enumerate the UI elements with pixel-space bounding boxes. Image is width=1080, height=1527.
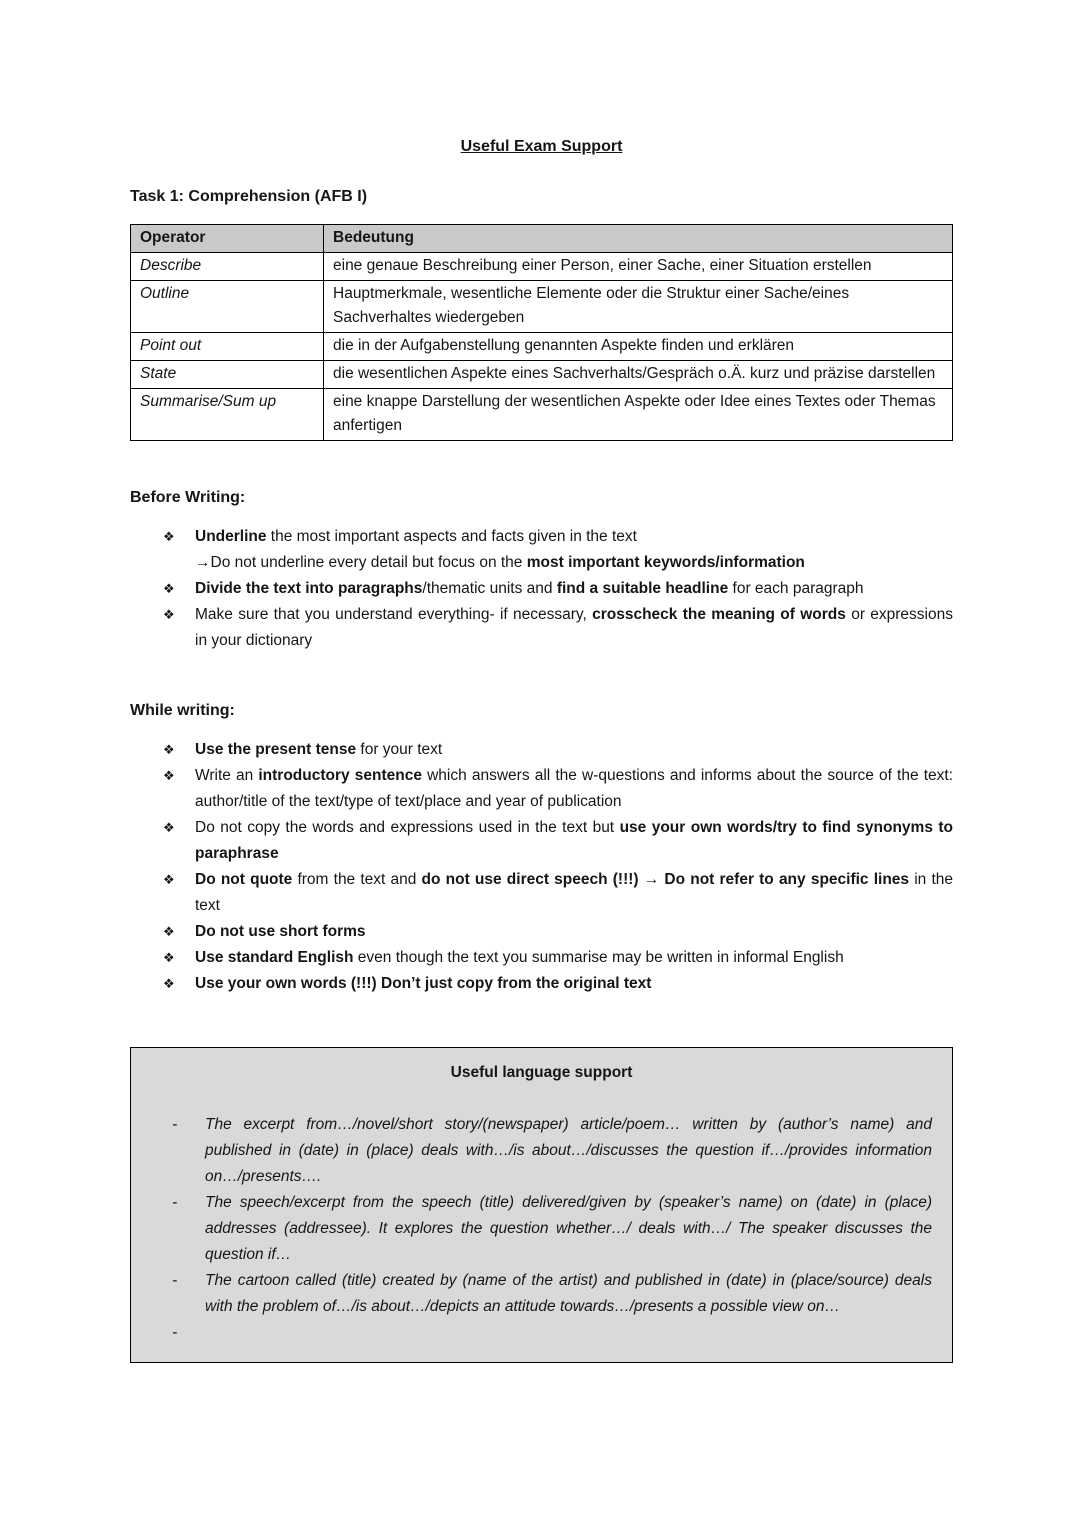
bedeutung-cell: die wesentlichen Aspekte eines Sachverhalts/Gespräch o.Ä. kurz und präzise darstellen [324, 361, 953, 389]
operator-table-header-row [131, 225, 953, 253]
list-item-text: Divide the text into paragraphs/thematic units and find a suitable headline for each paragraph [195, 580, 864, 597]
list-item-text: Do not use short forms [195, 923, 366, 940]
list-item-text: Do not copy the words and expressions used in the text but use your own words/try to find synonyms to paraphrase [195, 819, 954, 862]
before-writing-list [130, 524, 953, 654]
list-item-text: Use your own words (!!!) Don’t just copy from the original text [195, 975, 652, 992]
list-item-text: The speech/excerpt from the speech (title) delivered/given by (speaker’s name) on (date) in (place) addresses (addressee). It explores the question whether…/ deals with…/ The speaker discusses the question if… [205, 1194, 932, 1263]
language-support-list [151, 1112, 932, 1346]
operator-table-row [131, 253, 953, 281]
operator-table-row [131, 389, 953, 441]
diamond-bullet-icon: ❖ [163, 581, 175, 596]
list-item-text: Underline the most important aspects and facts given in the text [195, 528, 637, 545]
diamond-bullet-icon: ❖ [163, 950, 175, 965]
list-item [130, 867, 953, 919]
operator-cell: Point out [131, 333, 324, 361]
diamond-bullet-icon: ❖ [163, 768, 175, 783]
operator-table-row [131, 333, 953, 361]
list-item-text: The cartoon called (title) created by (name of the artist) and published in (date) in (place/source) deals with the problem of…/is about…/depicts an attitude towards…/presents a possible view on… [205, 1272, 932, 1315]
operator-table-row [131, 361, 953, 389]
list-item [151, 1268, 932, 1320]
list-item [130, 919, 953, 945]
list-item-text: →Do not underline every detail but focus on the most important keywords/information [195, 554, 805, 571]
list-item [130, 971, 953, 997]
list-item-text: Do not quote from the text and do not use direct speech (!!!) → Do not refer to any specific lines in the text [195, 871, 953, 914]
diamond-bullet-icon: ❖ [163, 742, 175, 757]
list-item [130, 945, 953, 971]
diamond-bullet-icon: ❖ [163, 529, 175, 544]
bedeutung-cell: eine knappe Darstellung der wesentlichen Aspekte oder Idee eines Textes oder Themas anfertigen [324, 389, 953, 441]
language-support-box [130, 1047, 953, 1363]
list-item [151, 1112, 932, 1190]
list-item [130, 550, 953, 576]
operator-cell: Summarise/Sum up [131, 389, 324, 441]
list-item-text [205, 1320, 932, 1346]
while-writing-list [130, 737, 953, 997]
operator-cell: Describe [131, 253, 324, 281]
dash-bullet-icon: - [172, 1324, 178, 1341]
operator-table [130, 224, 953, 441]
diamond-bullet-icon: ❖ [163, 872, 175, 887]
list-item [130, 815, 953, 867]
operator-cell: Outline [131, 281, 324, 333]
dash-bullet-icon: - [172, 1116, 178, 1133]
list-item [130, 602, 953, 654]
bedeutung-cell: die in der Aufgabenstellung genannten Aspekte finden und erklären [324, 333, 953, 361]
while-writing-heading: While writing: [130, 702, 235, 719]
operator-cell: State [131, 361, 324, 389]
diamond-bullet-icon: ❖ [163, 607, 175, 622]
list-item [151, 1190, 932, 1268]
diamond-bullet-icon: ❖ [163, 924, 175, 939]
list-item [151, 1320, 932, 1346]
list-item-text: Use standard English even though the text you summarise may be written in informal English [195, 949, 844, 966]
language-support-title: Useful language support [450, 1064, 633, 1081]
page-title: Useful Exam Support [460, 138, 623, 155]
list-item [130, 763, 953, 815]
before-writing-heading: Before Writing: [130, 489, 246, 506]
operator-table-body [131, 253, 953, 441]
operator-table-row [131, 281, 953, 333]
bedeutung-cell: eine genaue Beschreibung einer Person, einer Sache, einer Situation erstellen [324, 253, 953, 281]
bedeutung-cell: Hauptmerkmale, wesentliche Elemente oder die Struktur einer Sache/eines Sachverhaltes wiedergeben [324, 281, 953, 333]
diamond-bullet-icon: ❖ [163, 976, 175, 991]
dash-bullet-icon: - [172, 1272, 178, 1289]
list-item [130, 737, 953, 763]
list-item-text: Make sure that you understand everything- if necessary, crosscheck the meaning of words or expressions in your dictionary [195, 606, 953, 649]
dash-bullet-icon: - [172, 1194, 178, 1211]
list-item-text: Use the present tense for your text [195, 741, 443, 758]
list-item-text: The excerpt from…/novel/short story/(newspaper) article/poem… written by (author’s name) and published in (date) in (place) deals with…/is about…/discusses the question if…/provides information on…/presents…. [205, 1116, 932, 1185]
diamond-bullet-icon [163, 550, 195, 576]
list-item [130, 524, 953, 550]
diamond-bullet-icon: ❖ [163, 820, 175, 835]
task-heading: Task 1: Comprehension (AFB I) [130, 188, 368, 205]
bedeutung-header-cell: Bedeutung [324, 225, 953, 253]
list-item [130, 576, 953, 602]
operator-header-cell: Operator [131, 225, 324, 253]
list-item-text: Write an introductory sentence which answers all the w-questions and informs about the source of the text: author/title of the text/type of text/place and year of publication [195, 767, 953, 810]
